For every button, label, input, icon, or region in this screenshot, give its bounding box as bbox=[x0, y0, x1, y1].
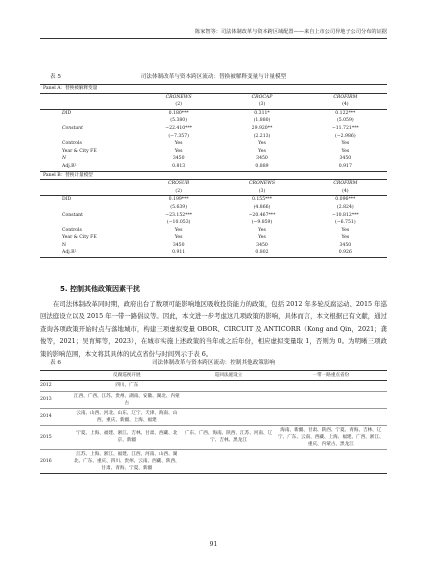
table-row bbox=[40, 93, 387, 101]
table-cell: −10.812*** bbox=[331, 212, 359, 218]
row-label: N bbox=[62, 242, 67, 248]
table-cell bbox=[275, 391, 387, 408]
table-cell: CROFIRM bbox=[333, 181, 358, 187]
table-cell: −22.410*** bbox=[165, 125, 193, 131]
table-cell: Yes bbox=[258, 227, 266, 233]
table-cell: 0.155*** bbox=[251, 197, 273, 203]
table-cell: (1.880) bbox=[253, 118, 271, 124]
table-cell: Yes bbox=[341, 235, 350, 241]
year-cell: 2016 bbox=[40, 449, 71, 473]
table-row bbox=[40, 155, 387, 163]
table5 bbox=[40, 84, 387, 258]
row-label: DID bbox=[62, 110, 72, 116]
running-header: 陈家智等：司法体制改革与资本跨区域配置——来自上市公司异地子公司分布的证据 bbox=[195, 29, 387, 35]
table-cell: 广东、广西、海南、陕西、江苏、河南、辽宁、吉林、黑龙江 bbox=[182, 425, 274, 449]
row-label bbox=[40, 117, 137, 125]
table-cell: 0.926 bbox=[304, 249, 387, 257]
table5-number: 表 5 bbox=[50, 74, 61, 80]
row-label: Controls bbox=[62, 141, 82, 147]
table-cell: (2.824) bbox=[336, 204, 354, 210]
table-cell: CRONEWS bbox=[249, 181, 275, 187]
table-cell: (−9.859) bbox=[251, 220, 273, 226]
table-row bbox=[40, 140, 387, 148]
table-cell: Yes bbox=[341, 141, 350, 147]
table-cell: 江苏、上海、浙江、福建、江西、河南、山西、湖北、广东、重庆、四川、贵州、云南、西藏、陕西、甘肃、青海、宁夏、新疆 bbox=[71, 449, 182, 473]
table-row bbox=[40, 408, 387, 425]
table-cell: (3) bbox=[220, 101, 303, 109]
table-cell: Yes bbox=[174, 227, 183, 233]
row-label: Year & City FE bbox=[62, 148, 97, 154]
table-cell: (−2.986) bbox=[335, 133, 356, 139]
row-label bbox=[40, 180, 137, 188]
table-row bbox=[40, 196, 387, 204]
table-cell: Yes bbox=[258, 148, 266, 154]
table-row bbox=[40, 171, 387, 180]
table-row bbox=[40, 242, 387, 250]
row-label bbox=[40, 204, 137, 212]
table-cell: 0.122*** bbox=[335, 110, 356, 116]
table-cell: −23.152*** bbox=[165, 212, 193, 218]
table-row bbox=[40, 204, 387, 212]
table-cell: 0.802 bbox=[220, 249, 303, 257]
table-cell bbox=[275, 381, 387, 392]
table-cell: 3450 bbox=[256, 242, 268, 248]
table-cell bbox=[182, 381, 274, 392]
table-cell: Yes bbox=[174, 148, 183, 154]
table-cell: 3450 bbox=[172, 156, 185, 162]
table-row bbox=[40, 133, 387, 141]
table-cell: CROFIRM bbox=[333, 94, 358, 100]
table-row bbox=[40, 391, 387, 408]
table-cell: CRONEWS bbox=[165, 94, 192, 100]
table-cell: 0.813 bbox=[137, 163, 220, 171]
body-paragraph: 在司法体制改革同时期，政府出台了数项可能影响地区吸收投资能力的政策，包括 2012 年多轮反腐运动、2015 年巡回法庭设立以及 2015 年一带一路倡议等。因此，本文进一步考虑这几项政策的影响，具体而言，本文根据已有文献，通过查询各项政策开始时点与落地城市，构建三项虚拟变量 OBOR、CIRCUIT 及 ANTICORR（Kong and Qin，2021；龚俊等，2021；吴育辉等，2023），在城市实施上述政策的当年或之后年份，相应虚拟变量取 1，否则为 0。为明晰三项政策的影响范围，本文将其具体的试点省份与时间列示于表 6。 bbox=[40, 300, 387, 358]
row-label bbox=[40, 101, 137, 109]
row-label: N bbox=[62, 156, 67, 162]
table-row bbox=[40, 117, 387, 125]
table-row bbox=[40, 101, 387, 109]
table-cell: 0.096*** bbox=[335, 197, 356, 203]
column-header: 巡回法庭设立 bbox=[182, 371, 274, 381]
table-cell: 29.920** bbox=[251, 125, 273, 131]
table-cell: 0.180*** bbox=[168, 110, 189, 116]
table-cell: 云南、山西、河北、山东、辽宁、天津、海南、山西、重庆、新疆、上海、福建 bbox=[71, 408, 182, 425]
table-cell: 四川、广东 bbox=[71, 381, 182, 392]
table-cell: (−7.357) bbox=[168, 133, 189, 139]
year-cell: 2015 bbox=[40, 425, 71, 449]
table-cell: Yes bbox=[174, 141, 183, 147]
table-row bbox=[40, 227, 387, 235]
table-row bbox=[40, 249, 387, 257]
row-label: Panel A：替换被解释变量 bbox=[40, 85, 387, 94]
table-row bbox=[40, 148, 387, 156]
table-cell bbox=[182, 449, 274, 473]
row-label bbox=[40, 219, 137, 227]
table-cell: 0.311* bbox=[254, 110, 270, 116]
table-row bbox=[40, 109, 387, 117]
row-label: Constant bbox=[62, 125, 83, 131]
table-row bbox=[40, 219, 387, 227]
table-cell: 宁夏、上海、福建、浙江、吉林、甘肃、西藏、北京、新疆 bbox=[71, 425, 182, 449]
table-row bbox=[40, 188, 387, 196]
table-cell: 海南、新疆、甘肃、陕西、宁夏、青海、吉林、辽宁、广东、云南、西藏、上海、福建、广西、浙江、重庆、内蒙古、黑龙江 bbox=[275, 425, 387, 449]
page-number: 91 bbox=[209, 541, 218, 548]
year-cell: 2012 bbox=[40, 381, 71, 392]
table-cell: 3450 bbox=[172, 242, 185, 248]
table5-caption bbox=[40, 72, 387, 80]
table-row bbox=[40, 125, 387, 133]
row-label: Year & City FE bbox=[62, 235, 97, 241]
table-row bbox=[40, 381, 387, 392]
row-label: Constant bbox=[62, 212, 83, 218]
table-row bbox=[40, 449, 387, 473]
year-cell: 2013 bbox=[40, 391, 71, 408]
table-cell: 0.889 bbox=[220, 163, 303, 171]
table-cell: Yes bbox=[341, 148, 350, 154]
table-row bbox=[40, 234, 387, 242]
row-label bbox=[40, 188, 137, 196]
table-cell: (−10.053) bbox=[166, 220, 191, 226]
table-cell: (3) bbox=[220, 188, 303, 196]
section-title: 5. 控制其他政策因素干扰 bbox=[60, 285, 140, 293]
table-cell: (−6.751) bbox=[335, 220, 356, 226]
column-header: 反腐巡视开展 bbox=[71, 371, 182, 381]
table-cell bbox=[182, 391, 274, 408]
table6 bbox=[40, 370, 387, 474]
table5-title: 司法体制改革与资本跨区流动：替换被解释变量与计量模型 bbox=[140, 74, 287, 80]
table-cell: (4) bbox=[304, 188, 387, 196]
table-cell: 3450 bbox=[339, 242, 352, 248]
table-row bbox=[40, 180, 387, 188]
row-label: Adj.R² bbox=[40, 249, 137, 257]
table-cell: CROCAP bbox=[251, 94, 273, 100]
table-cell: (4.866) bbox=[253, 204, 271, 210]
table6-caption bbox=[40, 358, 387, 366]
table-cell: CROSUB bbox=[168, 181, 190, 187]
table-cell: Yes bbox=[258, 141, 266, 147]
table-cell bbox=[275, 408, 387, 425]
row-label: Controls bbox=[62, 227, 82, 233]
table-row bbox=[40, 212, 387, 220]
table-cell: −11.721*** bbox=[331, 125, 359, 131]
table-cell: Yes bbox=[341, 227, 350, 233]
table-row bbox=[40, 85, 387, 94]
table-cell: (4) bbox=[304, 101, 387, 109]
table-cell: (5.059) bbox=[336, 118, 354, 124]
table-cell: (5.639) bbox=[170, 204, 188, 210]
table-row bbox=[40, 425, 387, 449]
table-cell: (5.380) bbox=[170, 118, 188, 124]
table-cell: 3450 bbox=[339, 156, 352, 162]
table-cell bbox=[275, 449, 387, 473]
table6-title: 司法体制改革与资本跨区流动：控制其他政策影响 bbox=[151, 360, 276, 366]
table6-number: 表 6 bbox=[50, 360, 61, 366]
header-rule bbox=[40, 38, 387, 39]
table-cell: (2) bbox=[137, 101, 220, 109]
table-cell: 3450 bbox=[256, 156, 268, 162]
row-label: DID bbox=[62, 197, 72, 203]
column-header: 一带一路重点省份 bbox=[275, 371, 387, 381]
table-cell: −20.467*** bbox=[248, 212, 276, 218]
table-cell: Yes bbox=[174, 235, 183, 241]
table-cell: Yes bbox=[258, 235, 266, 241]
row-label: Panel B：替换计量模型 bbox=[40, 171, 387, 180]
row-label: Adj.R² bbox=[40, 163, 137, 171]
table-cell: 0.199*** bbox=[168, 197, 189, 203]
row-label bbox=[40, 93, 137, 101]
table-cell: 0.917 bbox=[304, 163, 387, 171]
year-cell: 2014 bbox=[40, 408, 71, 425]
table-cell: (2.213) bbox=[253, 133, 271, 139]
table-cell: 江西、广西、江苏、贵州、湖南、安徽、湖北、内蒙古 bbox=[71, 391, 182, 408]
table-cell: (2) bbox=[137, 188, 220, 196]
table-cell: 0.911 bbox=[137, 249, 220, 257]
table-cell bbox=[182, 408, 274, 425]
row-label bbox=[40, 133, 137, 141]
column-header bbox=[40, 371, 71, 381]
table-row bbox=[40, 163, 387, 171]
